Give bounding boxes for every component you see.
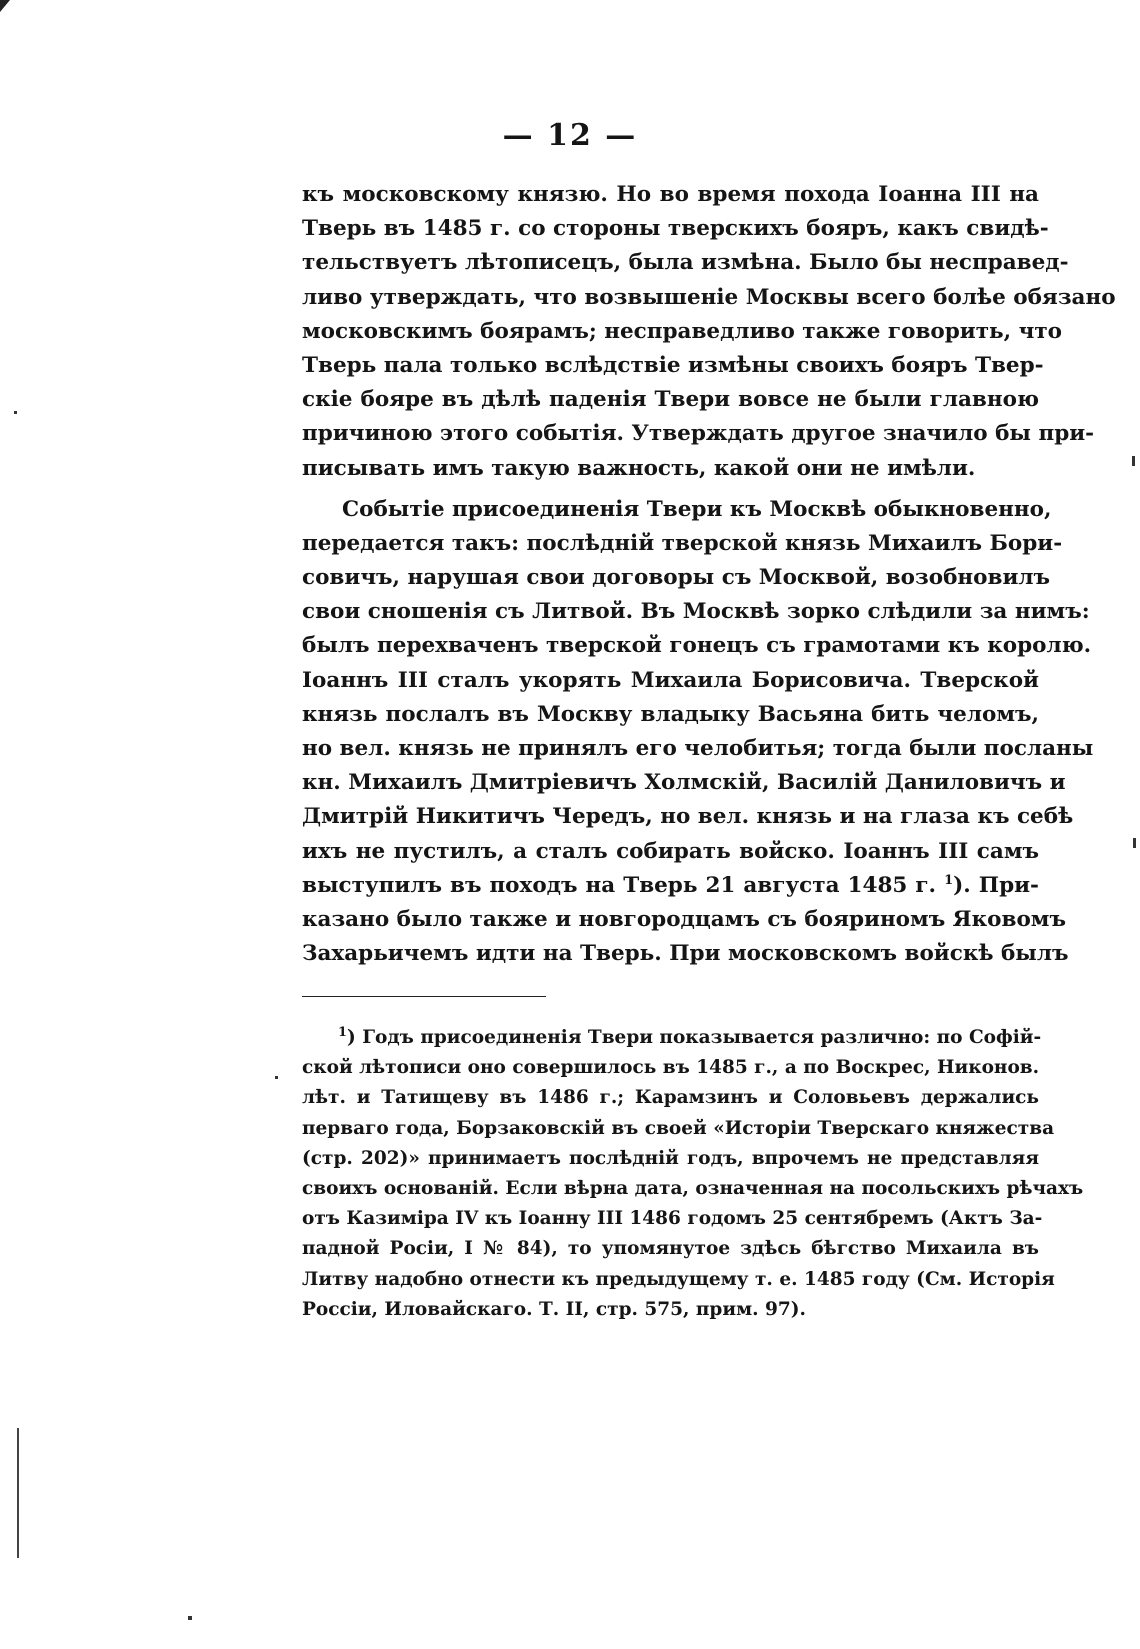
text-line: ливо утверждать, что возвышеніе Москвы всего болѣе обязано [302,284,1116,310]
scan-speck [1132,456,1135,466]
paragraph-gap [302,486,1039,493]
text-line: свои сношенія съ Литвой. Въ Москвѣ зорко слѣдили за нимъ: [302,599,1090,625]
text-line: Дмитрій Никитичъ Чередъ, но вел. князь и на глаза къ себѣ [302,804,1074,830]
scan-corner-mark [0,0,10,12]
scan-speck [1133,838,1136,848]
text-segment: выступилъ въ походъ на Тверь 21 августа 1485 г. [302,872,937,898]
text-segment: ). При- [953,872,1039,898]
text-line: скіе бояре въ дѣлѣ паденія Твери вовсе не были главною [302,387,1039,413]
text-line: Захарьичемъ идти на Тверь. При московскомъ войскѣ былъ [302,941,1069,967]
footnote-line [302,1023,1042,1053]
text-line: къ московскому князю. Но во время похода Іоанна III на [302,182,1039,207]
footnote-marker: 1 [338,1024,348,1040]
footnote-line: лѣт. и Татищеву въ 1486 г.; Карамзинъ и Соловьевъ держались [302,1087,1039,1109]
footnote-line: своихъ основаній. Если вѣрна дата, означенная на посольскихъ рѣчахъ [302,1177,1084,1199]
text-segment: ) Годъ присоединенія Твери показывается различно: по Софій- [347,1027,1042,1048]
footnote-reference: 1 [944,872,954,888]
text-line-with-footnote-ref [302,869,1039,903]
text-line: Событіе присоединенія Твери къ Москвѣ обыкновенно, [342,496,1052,522]
footnote-divider [302,996,546,997]
text-line: писывать имъ такую важность, какой они не имѣли. [302,455,976,481]
footnote-line: перваго года, Борзаковскій въ своей «Исторіи Тверскаго княжества [302,1117,1055,1139]
footnote-line: отъ Казиміра IV къ Іоанну III 1486 годомъ 25 сентябремъ (Актъ За- [302,1208,1043,1230]
footnote-line: (стр. 202)» принимаетъ послѣдній годъ, впрочемъ не представляя [302,1147,1039,1169]
text-line: московскимъ боярамъ; несправедливо также говорить, что [302,318,1062,344]
text-line: Тверь въ 1485 г. со стороны тверскихъ бояръ, какъ свидѣ- [302,216,1049,242]
page-number: — 12 — [502,118,638,153]
text-line: передается такъ: послѣдній тверской князь Михаилъ Бори- [302,530,1063,556]
scan-speck [14,411,17,414]
text-line: совичъ, нарушая свои договоры съ Москвой, возобновилъ [302,565,1051,591]
scan-speck [188,1616,192,1620]
text-line: кн. Михаилъ Дмитріевичъ Холмскій, Василій Даниловичъ и [302,770,1066,796]
footnote-line: Россіи, Иловайскаго. Т. II, стр. 575, прим. 97). [302,1298,806,1320]
footnote-line: Литву надобно отнести къ предыдущему т. е. 1485 году (См. Исторія [302,1268,1055,1290]
text-line: ихъ не пустилъ, а сталъ собирать войско. Іоаннъ III самъ [302,838,1039,864]
main-text-block [302,178,1116,971]
text-line: былъ перехваченъ тверской гонецъ съ грамотами къ королю. [302,633,1092,659]
scan-speck [275,1076,278,1079]
text-line: но вел. князь не принялъ его челобитья; тогда были посланы [302,736,1094,761]
text-line: казано было также и новгородцамъ съ бояриномъ Яковомъ [302,906,1066,932]
footnote-line: падной Росіи, I № 84), то упомянутое здѣсь бѣгство Михаила въ [302,1238,1039,1260]
footnote-block [302,1023,1084,1325]
text-line: Іоаннъ III сталъ укорять Михаила Борисовича. Тверской [302,667,1039,693]
text-line: тельствуетъ лѣтописецъ, была измѣна. Было бы несправед- [302,250,1069,276]
scan-edge-line [17,1428,19,1558]
footnote-line: ской лѣтописи оно совершилось въ 1485 г., а по Воскрес, Никонов. [302,1057,1040,1079]
text-line: причиною этого событія. Утверждать другое значило бы при- [302,421,1095,447]
text-line: князь послалъ въ Москву владыку Васьяна бить челомъ, [302,701,1039,727]
text-line: Тверь пала только вслѣдствіе измѣны своихъ бояръ Твер- [302,352,1044,378]
